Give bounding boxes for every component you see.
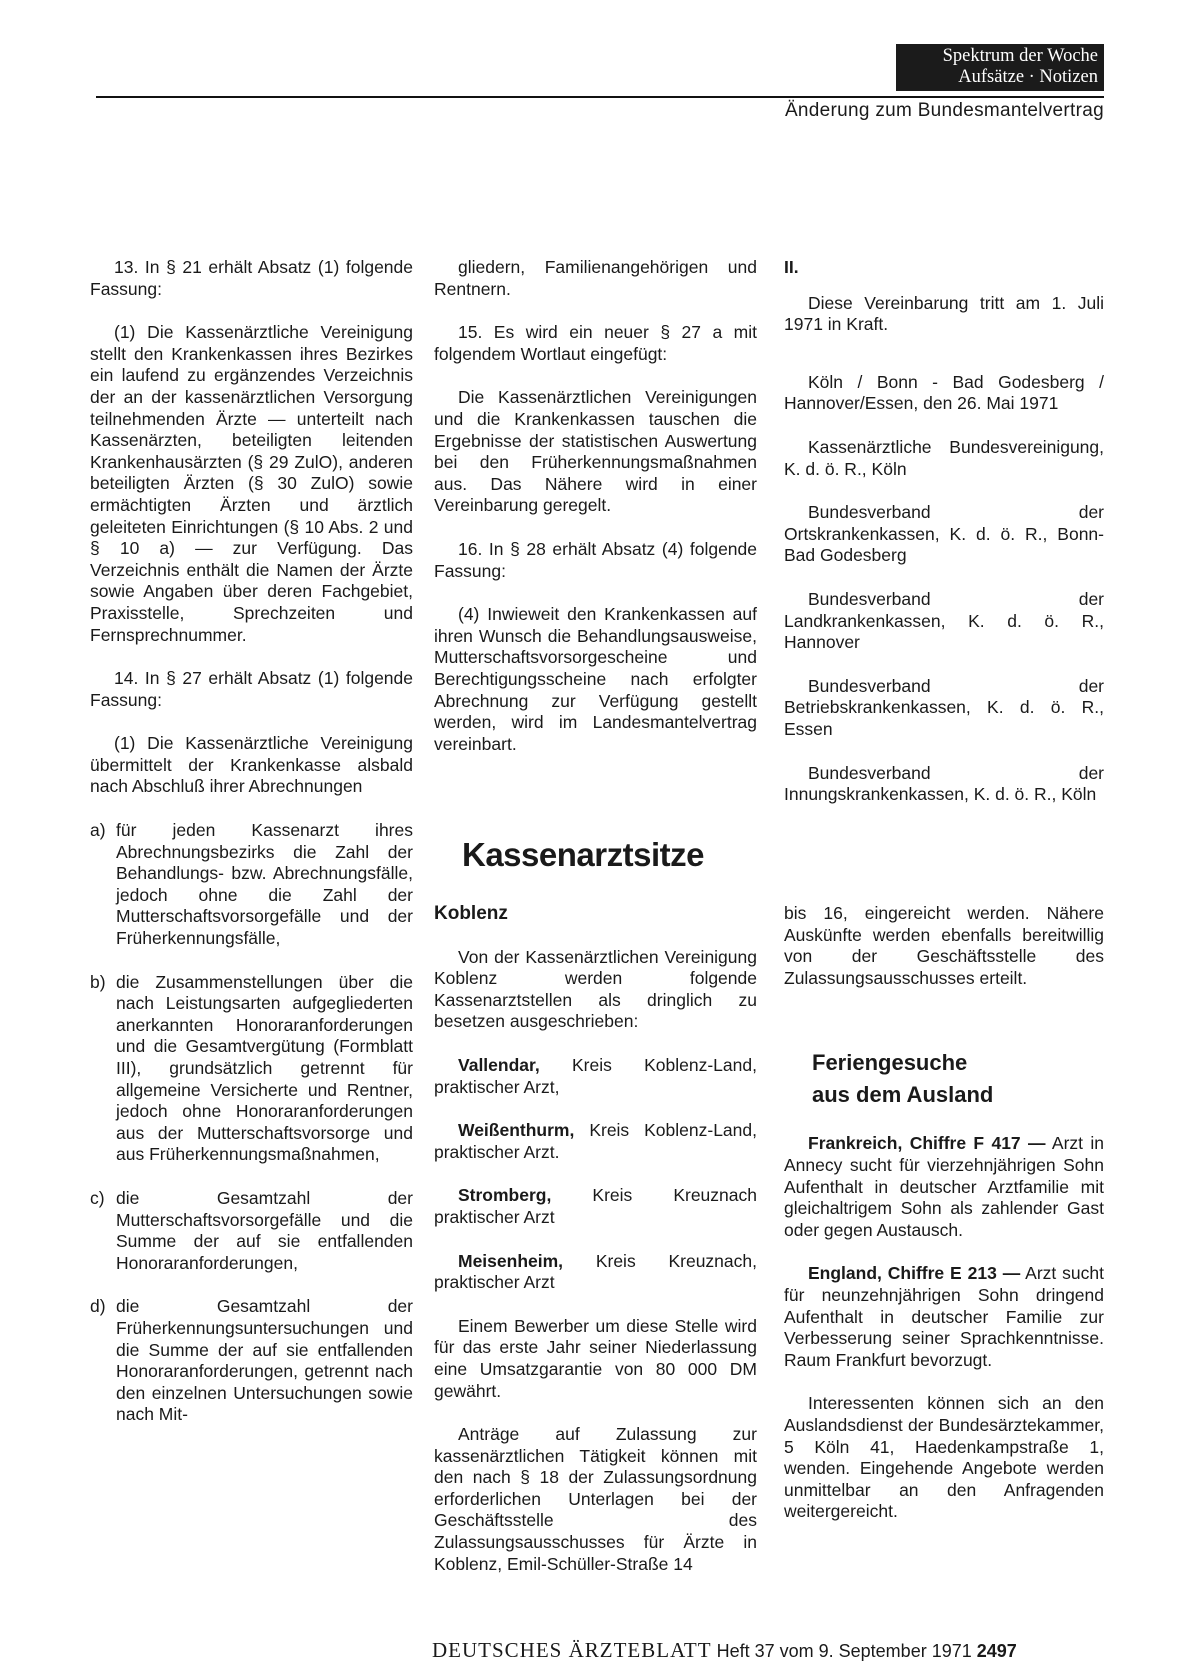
effective-date-text: Diese Vereinbarung tritt am 1. Juli 1971 in Kraft. <box>784 292 1104 335</box>
list-item <box>90 1188 413 1274</box>
koblenz-intro: Von der Kassenärztlichen Vereinigung Koblenz werden folgende Kassenarztstellen als dringlich zu besetzen ausgeschrieben: <box>434 946 757 1032</box>
place-entry <box>434 1120 757 1163</box>
page-number: 2497 <box>976 1641 1017 1661</box>
amendment-16-heading: 16. In § 28 erhält Absatz (4) folgende Fassung: <box>434 538 757 581</box>
header-rule <box>96 96 1104 98</box>
list-marker: a) <box>90 820 106 841</box>
issue-info: Heft 37 vom 9. September 1971 <box>716 1641 972 1661</box>
kassenarztsitze-heading: Kassenarztsitze <box>462 836 704 873</box>
journal-masthead: DEUTSCHES ÄRZTEBLATT <box>432 1638 712 1662</box>
continuation-text: gliedern, Familienangehörigen und Rentnern. <box>434 257 757 299</box>
feriengesuche-heading-line1: Feriengesuche <box>812 1050 968 1076</box>
signatory: Bundesverband der Betriebskrankenkassen, K. d. ö. R., Essen <box>784 675 1104 739</box>
place-date: Köln / Bonn - Bad Godesberg / Hannover/Essen, den 26. Mai 1971 <box>784 371 1104 414</box>
place-details: Kreis Kreuznach, praktischer Arzt <box>434 1250 757 1293</box>
amendment-16-text: (4) Inwieweit den Krankenkassen auf ihren Wunsch die Behandlungsausweise, Mutterschaftsvorsorgescheine und Berechtigungsscheine nach erfolgter Abrechnung zur Verfügung gestellt werden, wird im Landesmantelvertrag vereinbart. <box>434 604 757 754</box>
page-footer <box>432 1638 1017 1663</box>
section-number: II. <box>784 257 799 277</box>
feriengesuche-heading-line2: aus dem Ausland <box>812 1082 994 1108</box>
amendment-13-text: (1) Die Kassenärztliche Vereinigung stellt den Krankenkassen ihres Bezirkes ein laufend zu ergänzendes Verzeichnis der an der kassenärztlichen Versorgung teilnehmenden Ärzte — unterteilt nach Kassenärzten, beteiligten leitenden Krankenhausärzten (§ 29 ZulO), anderen beteiligten Ärzten (§ 30 ZulO) sowie ermächtigten Ärzten und ärztlich geleiteten Einrichtungen (§ 10 Abs. 2 und § 10 a) — zur Verfügung. Das Verzeichnis enthält die Namen der Ärzte sowie Angaben über deren Fachgebiet, Praxisstelle, Sprechzeiten und Fernsprechnummer. <box>90 322 413 645</box>
applications-text: Anträge auf Zulassung zur kassenärztlichen Tätigkeit können mit den nach § 18 der Zulassungsordnung erforderlichen Unterlagen bei der Geschäftsstelle des Zulassungsausschusses für Ärzte in Koblenz, Emil-Schüller-Straße 14 <box>434 1424 757 1574</box>
list-text: die Zusammenstellungen über die nach Leistungsarten aufgegliederten anerkannten Honoraranforderungen und die Gesamtvergütung (Formblatt III), grundsätzlich getrennt für allgemeine Versicherte und Rentner, jedoch ohne Honoraranforderungen aus der Mutterschaftsvorsorge und aus Früherkennungsmaßnahmen, <box>116 971 413 1165</box>
ad-entry <box>784 1263 1104 1371</box>
signatory: Kassenärztliche Bundesvereinigung, K. d. ö. R., Köln <box>784 436 1104 479</box>
column-2-bottom <box>434 903 757 1597</box>
amendment-13-heading: 13. In § 21 erhält Absatz (1) folgende Fassung: <box>90 257 413 299</box>
guarantee-text: Einem Bewerber um diese Stelle wird für das erste Jahr seiner Niederlassung eine Umsatzgarantie von 80 000 DM gewährt. <box>434 1315 757 1401</box>
column-3-bottom <box>784 903 1104 1545</box>
amendment-14-heading: 14. In § 27 erhält Absatz (1) folgende Fassung: <box>90 668 413 710</box>
list-text: für jeden Kassenarzt ihres Abrechnungsbezirks die Zahl der Behandlungs- bzw. Abrechnungsfälle, jedoch ohne die Zahl der Mutterschaftsvorsorgefälle und der Früherkennungsfälle, <box>116 820 413 949</box>
contact-text: Interessenten können sich an den Auslandsdienst der Bundesärztekammer, 5 Köln 41, Haedenkampstraße 1, wenden. Eingehende Angebote werden unmittelbar an den Anfragenden weitergereicht. <box>784 1393 1104 1522</box>
list-marker: d) <box>90 1296 106 1317</box>
section-label-line1: Spektrum der Woche <box>942 46 1098 66</box>
article-topic: Änderung zum Bundesmantelvertrag <box>784 100 1104 121</box>
section-label-box <box>896 44 1104 91</box>
amendment-15-text: Die Kassenärztlichen Vereinigungen und die Krankenkassen tauschen die Ergebnisse der statistischen Auswertung bei den Früherkennungsmaßnahmen aus. Das Nähere wird in einer Vereinbarung geregelt. <box>434 387 757 516</box>
list-text: die Gesamtzahl der Früherkennungsuntersuchungen und die Summe der auf sie entfallenden Honoraranforderungen, getrennt nach den einzelnen Untersuchungen sowie nach Mit- <box>116 1296 413 1425</box>
signatory: Bundesverband der Landkrankenkassen, K. d. ö. R., Hannover <box>784 588 1104 653</box>
column-3-top <box>784 257 1104 828</box>
place-name: Meisenheim, <box>458 1250 564 1271</box>
list-marker: b) <box>90 971 106 992</box>
place-details: Kreis Kreuznach praktischer Arzt <box>434 1185 757 1227</box>
ad-lead: England, Chiffre E 213 — <box>808 1263 1021 1284</box>
place-name: Vallendar, <box>458 1054 540 1075</box>
list-marker: c) <box>90 1187 105 1208</box>
signatory: Bundesverband der Ortskrankenkassen, K. d. ö. R., Bonn-Bad Godesberg <box>784 502 1104 566</box>
place-name: Weißenthurm, <box>458 1120 575 1141</box>
amendment-14-list <box>90 820 413 1426</box>
ad-text: Arzt sucht für neunzehnjährigen Sohn dringend Aufenthalt in deutscher Familie zur Verbesserung seiner Sprachkenntnisse. Raum Frankfurt bevorzugt. <box>784 1263 1104 1370</box>
amendment-14-text: (1) Die Kassenärztliche Vereinigung übermittelt der Krankenkasse alsbald nach Abschluß ihrer Abrechnungen <box>90 733 413 797</box>
column-1 <box>90 257 413 1448</box>
ad-lead: Frankreich, Chiffre F 417 — <box>808 1133 1046 1154</box>
list-text: die Gesamtzahl der Mutterschaftsvorsorgefälle und die Summe der auf sie entfallenden Honoraranforderungen, <box>116 1187 413 1273</box>
amendment-15-heading: 15. Es wird ein neuer § 27 a mit folgendem Wortlaut eingefügt: <box>434 322 757 364</box>
place-entry <box>434 1185 757 1228</box>
place-entry <box>434 1251 757 1294</box>
place-name: Stromberg, <box>458 1185 552 1206</box>
kassen-continuation: bis 16, eingereicht werden. Nähere Auskünfte werden ebenfalls bereitwillig von der Geschäftsstelle des Zulassungsausschusses erteilt. <box>784 903 1104 988</box>
list-item <box>90 820 413 950</box>
list-item <box>90 1296 413 1426</box>
column-2-top <box>434 257 757 777</box>
ad-entry <box>784 1133 1104 1241</box>
section-label-line2: Aufsätze · Notizen <box>958 67 1098 87</box>
ad-text: Arzt in Annecy sucht für vierzehnjährigen Sohn Aufenthalt in deutscher Arztfamilie mit gleichaltrigem Sohn als zahlender Gast oder gegen Austausch. <box>784 1133 1104 1240</box>
koblenz-subheading: Koblenz <box>434 903 508 924</box>
signatory: Bundesverband der Innungskrankenkassen, K. d. ö. R., Köln <box>784 762 1104 805</box>
feriengesuche-heading <box>812 1047 1104 1111</box>
place-entry <box>434 1055 757 1098</box>
list-item <box>90 972 413 1166</box>
place-details: Kreis Koblenz-Land, praktischer Arzt, <box>434 1054 757 1097</box>
place-details: Kreis Koblenz-Land, praktischer Arzt. <box>434 1120 757 1162</box>
